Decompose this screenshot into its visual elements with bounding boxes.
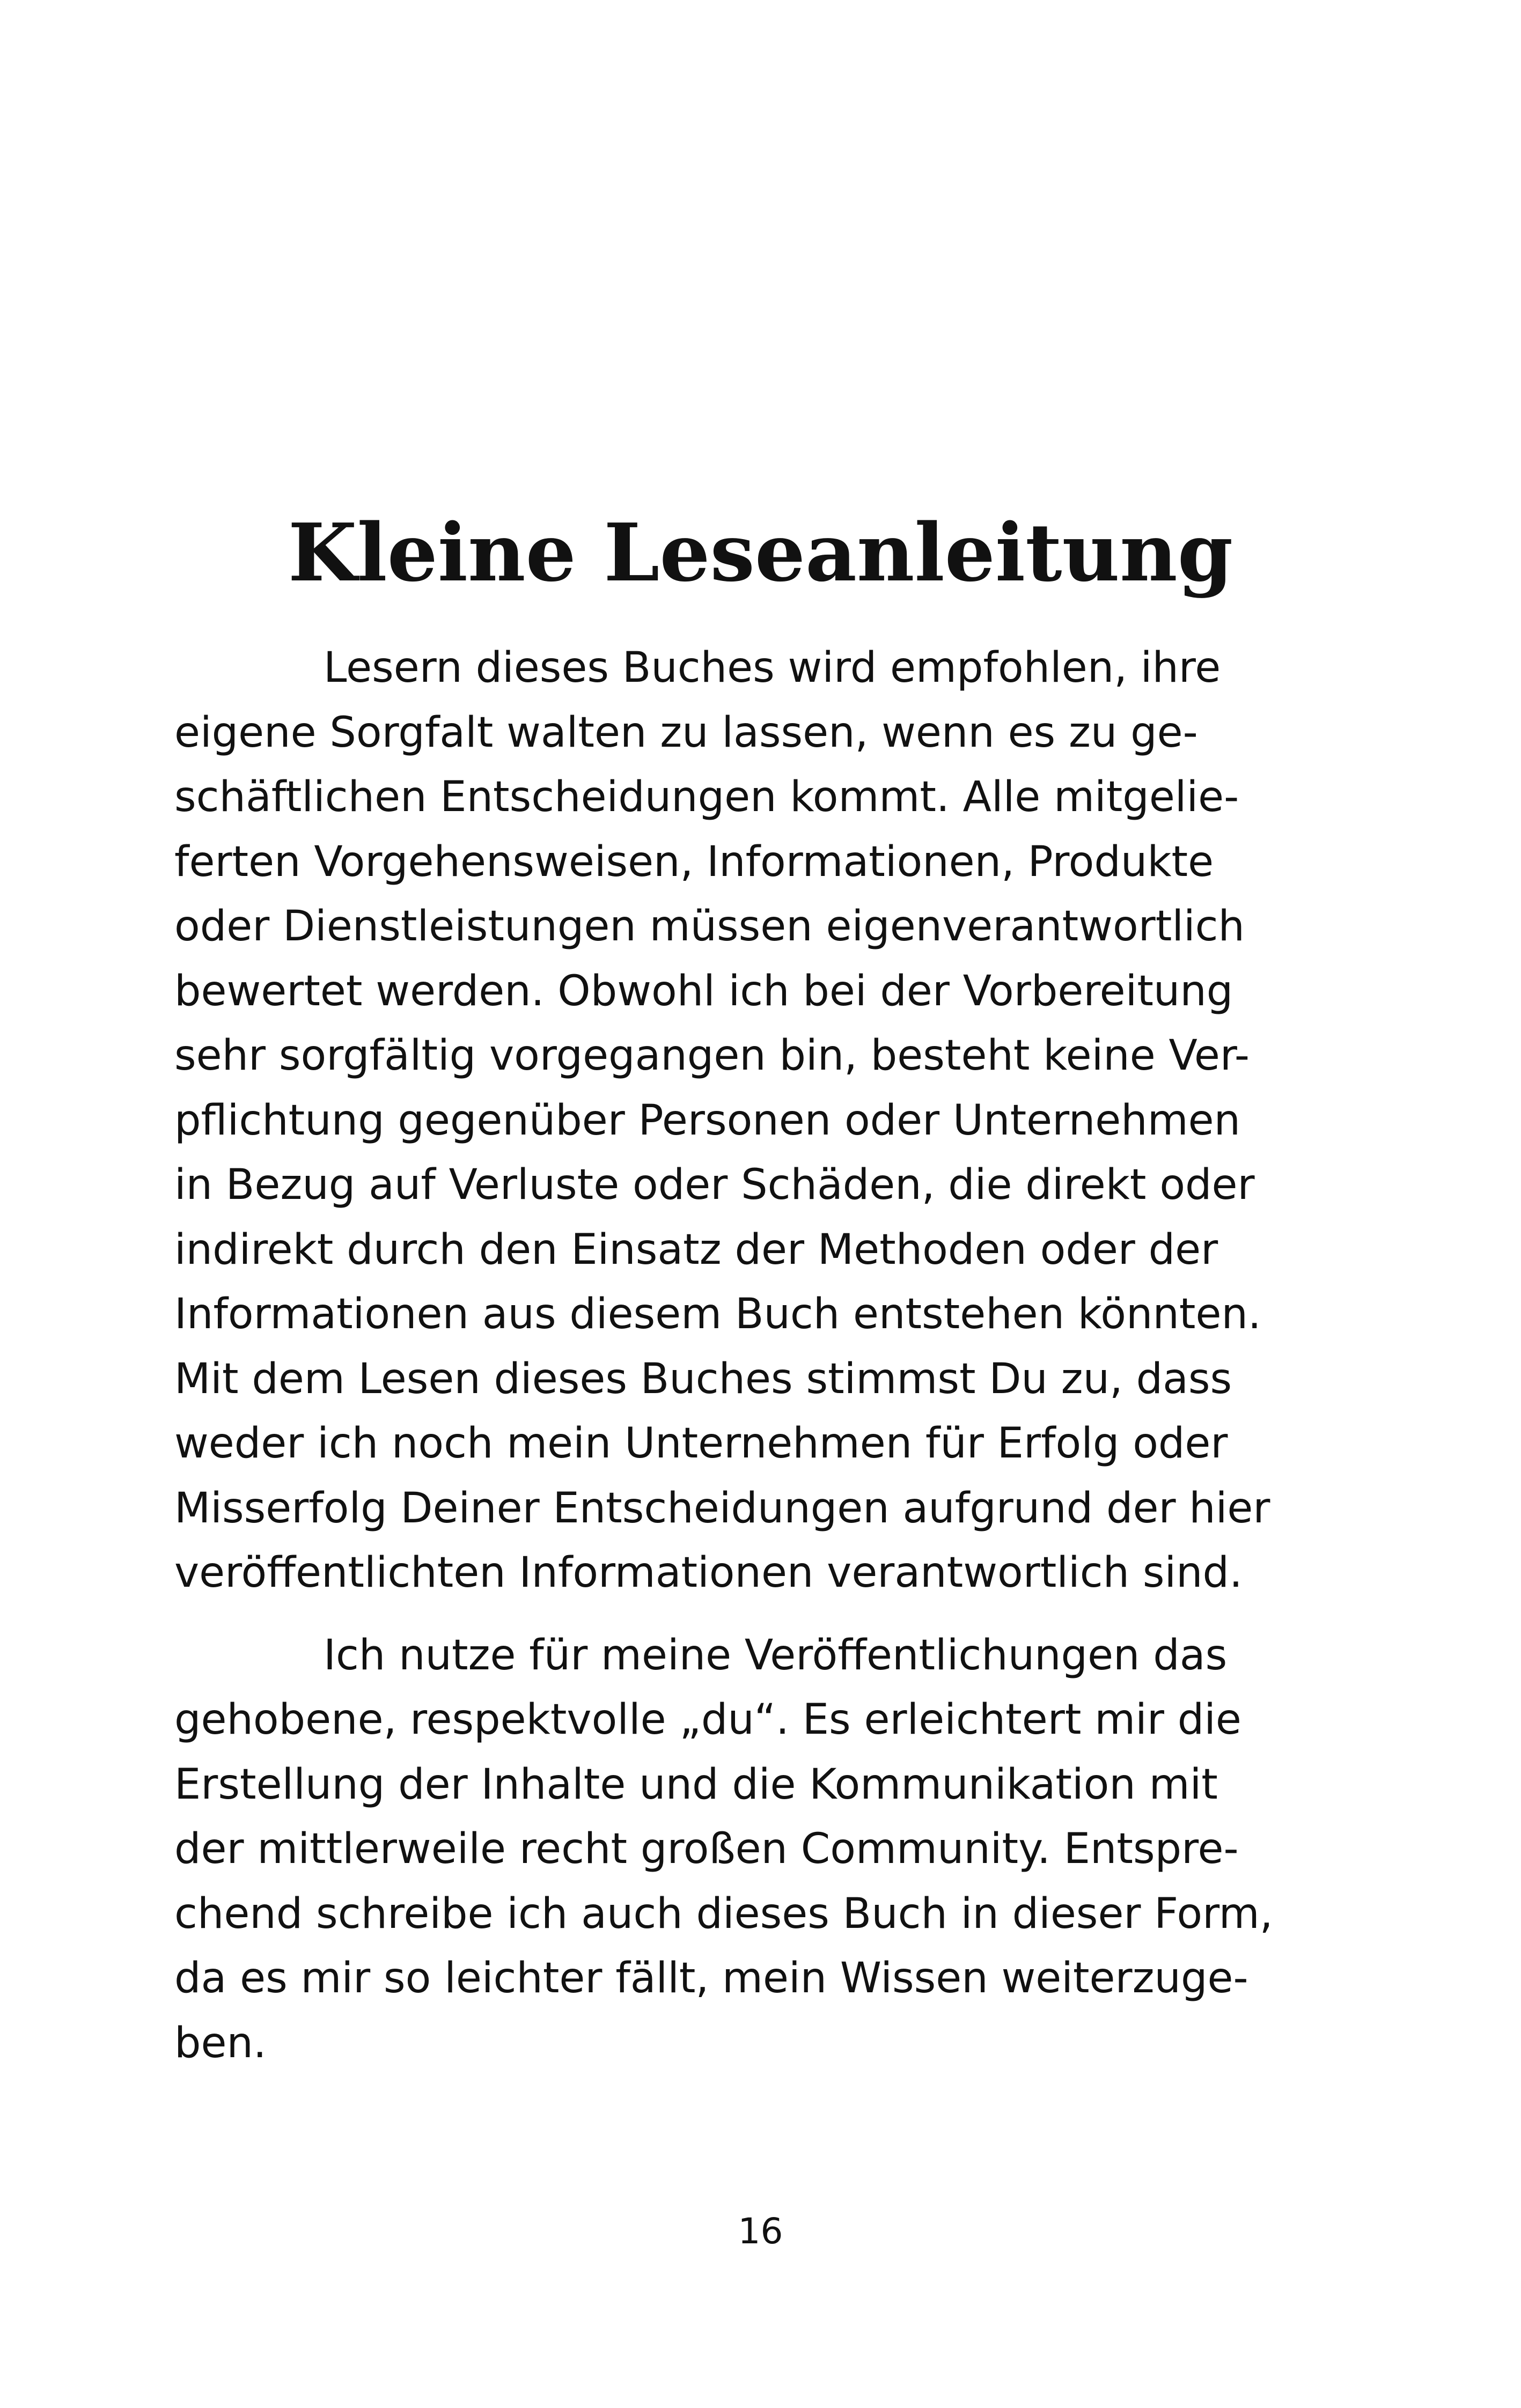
- text-line: der mittlerweile recht großen Community. Entspre-: [174, 1825, 1239, 1873]
- paragraph-du-note: [174, 1623, 1317, 2076]
- text-line: pflichtung gegenüber Personen oder Unternehmen: [174, 1096, 1241, 1145]
- text-line: Informationen aus diesem Buch entstehen könnten.: [174, 1290, 1261, 1338]
- text-line: eigene Sorgfalt walten zu lassen, wenn es zu ge-: [174, 708, 1198, 757]
- text-line: ben.: [174, 2019, 267, 2067]
- text-line: oder Dienstleistungen müssen eigenverantwortlich: [174, 902, 1245, 951]
- page-number: 16: [738, 2211, 783, 2252]
- text-line: bewertet werden. Obwohl ich bei der Vorbereitung: [174, 967, 1233, 1015]
- text-line: sehr sorgfältig vorgegangen bin, besteht keine Ver-: [174, 1032, 1250, 1080]
- text-line: da es mir so leichter fällt, mein Wissen weiterzuge-: [174, 1954, 1248, 2002]
- text-line: Misserfolg Deiner Entscheidungen aufgrund der hier: [174, 1484, 1270, 1533]
- text-line: in Bezug auf Verluste oder Schäden, die direkt oder: [174, 1161, 1255, 1209]
- text-line: weder ich noch mein Unternehmen für Erfolg oder: [174, 1419, 1228, 1468]
- text-line: Mit dem Lesen dieses Buches stimmst Du zu, dass: [174, 1354, 1232, 1403]
- text-line: indirekt durch den Einsatz der Methoden oder der: [174, 1225, 1218, 1274]
- text-line: gehobene, respektvolle „du“. Es erleichtert mir die: [174, 1696, 1241, 1744]
- text-line: chend schreibe ich auch dieses Buch in dieser Form,: [174, 1889, 1273, 1938]
- body-text: [174, 636, 1317, 2075]
- chapter-title: Kleine Leseanleitung: [288, 506, 1233, 599]
- text-line: Erstellung der Inhalte und die Kommunikation mit: [174, 1760, 1218, 1809]
- text-line: Ich nutze für meine Veröffentlichungen das: [324, 1631, 1228, 1680]
- text-line: Lesern dieses Buches wird empfohlen, ihre: [324, 644, 1221, 692]
- text-line: ferten Vorgehensweisen, Informationen, Produkte: [174, 837, 1214, 886]
- text-line: schäftlichen Entscheidungen kommt. Alle mitgelie-: [174, 773, 1239, 821]
- paragraph-disclaimer: [174, 636, 1317, 1606]
- text-line: veröffentlichten Informationen verantwortlich sind.: [174, 1549, 1243, 1597]
